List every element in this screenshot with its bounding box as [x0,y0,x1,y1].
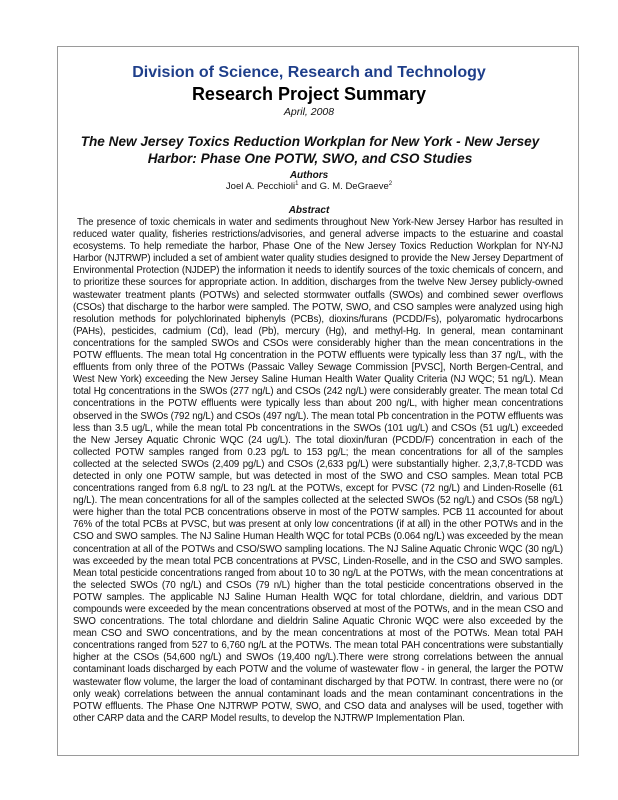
author-1: Joel A. Pecchioli [225,181,296,192]
summary-title: Research Project Summary [191,84,427,104]
abstract-heading: Abstract [288,205,330,216]
abstract-text: The presence of toxic chemicals in water and sediments throughout New York-New Jersey Harbor has resulted in reduced water quality, fisheries restrictions/advisories, and general adverse impacts to the estuarine and coastal ecosystems. To help remediate the harbor, Phase One of the New Jersey Toxics Reduction Workplan for NY-NJ Harbor (NJTRWP) included a set of ambient water quality studies designed to provide the New Jersey Department of Environmental Protection (NJDEP) the information it needs to identify sources of the toxic chemicals of concern, and to prioritize these sources for appropriate action. In addition, discharges from the twelve New Jersey publicly-owned wastewater treatment plants (POTWs) and selected stormwater outfalls (SWOs) and combined sewer overflows (CSOs) that discharge to the harbor were sampled. The POTW, SWO, and CSO samples were analyzed using high resolution methods for polychlorinated biphenyls (PCBs), dioxins/furans (PCDD/Fs), polyaromatic hydrocarbons (PAHs), pesticides, cadmium (Cd), lead (Pb), mercury (Hg), and methyl-Hg. In general, mean contaminant concentrations for the sampled SWOs and CSOs were considerably higher than the mean concentrations in the POTW effluents. The mean total Hg concentration in the POTW effluents were typically less than 37 ng/L, with the effluents from only three of the POTWs (Passaic Valley Sewage Commission [PVSC], North Bergen-Central, and West New York) exceeding the New Jersey Saline Human Health Water Quality Criteria (NJ WQC; 51 ng/L). Mean total Hg concentrations in the SWOs (277 ng/L) and CSOs (242 ng/L) were considerably greater. The mean total Cd concentrations in the POTW effluents were typically less than about 200 ng/L, with higher mean concentrations observed in the SWOs (792 ng/L) and CSOs (497 ng/L). The mean total Pb concentration in the POTW effluents was less than 3.5 ug/L, while the mean total Pb concentrations in the SWOs (101 ug/L) and CSOs (51 ug/L) exceeded the New Jersey Aquatic Chronic WQC (24 ug/L). The total dioxin/furan (PCDD/F) concentration in each of the collected POTW samples ranged from 0.23 pg/L to 153 pg/L; the mean concentrations for all of the samples collected at the selected SWOs (2,409 pg/L) and CSOs (2,633 pg/L) were substantially higher. 2,3,7,8-TCDD was detected in only one POTW sample, but was detected in most of the SWO and CSO samples. Mean total PCB concentrations ranged from 6.8 ng/L to 23 ng/L at the POTWs, except for PVSC (72 ng/L) and Linden-Roselle (61 ng/L). The mean concentrations for all of the samples collected at the selected SWOs (52 ng/L) and CSOs (58 ng/L) were higher than the total PCB concentrations observe in most of the POTW samples. PCB 11 accounted for about 76% of the total PCBs at PVSC, but was present at only low concentrations (if at all) in the other POTWs and in the CSO and SWO samples. The NJ Saline Human Health WQC for total PCBs (0.064 ng/L) was exceeded by the mean concentration at all of the POTWs and CSO/SWO sampling locations. The NJ Saline Aquatic Chronic WQC (30 ng/L) was exceeded by the mean total PCB concentrations at PVSC, Linden-Roselle, and in the CSO and SWO samples. Mean total pesticide concentrations ranged from about 10 to 30 ng/L at the POTWs, with the mean concentrations at the selected SWOs (70 ng/L) and CSOs (79 n/L) higher than the total pesticide concentrations observed in the POTW samples. The applicable NJ Saline Human Health WQC for total chlordane, dieldrin, and various DDT compounds were exceeded by the mean concentrations observed at most of the POTWs, and in the mean CSO and SWO concentrations. The total chlordane and dieldrin Saline Aquatic Chronic WQC were also exceeded by the mean CSO and SWO concentrations, and by the mean concentrations at most of the POTWs. Mean total PAH concentrations ranged from 527 to 6,760 ng/L at the POTWs. The mean total PAH concentrations were substantially higher at the CSOs (54,600 ng/L) and SWOs (19,400 ng/L).There were strong correlations between the annual contaminant loads discharged by each POTW and the volume of wastewater flow - in general, the larger the POTW wastewater flow volume, the larger the load of contaminant discharged by that POTW. In contrast, there were no (or only weak) correlations between the annual contaminant loads and the mean contaminant concentrations in the POTW effluents. The Phase One NJTRWP POTW, SWO, and CSO data and analyses will be used, together with other CARP data and the CARP Model results, to develop the NJTRWP Implementation Plan. [73,217,563,724]
author-2: G. M. DeGraeve [319,181,389,192]
publication-date: April, 2008 [283,106,335,118]
authors-heading: Authors [289,170,329,181]
authors-line [0,181,618,192]
division-name: Division of Science, Research and Technology [132,64,486,81]
author-2-affiliation: 2 [388,180,393,187]
author-1-affiliation: 1 [295,180,299,187]
authors-joiner: and [298,181,320,192]
document-title: The New Jersey Toxics Reduction Workplan for New York - New Jersey Harbor: Phase One POTW, SWO, and CSO Studies [80,134,540,166]
